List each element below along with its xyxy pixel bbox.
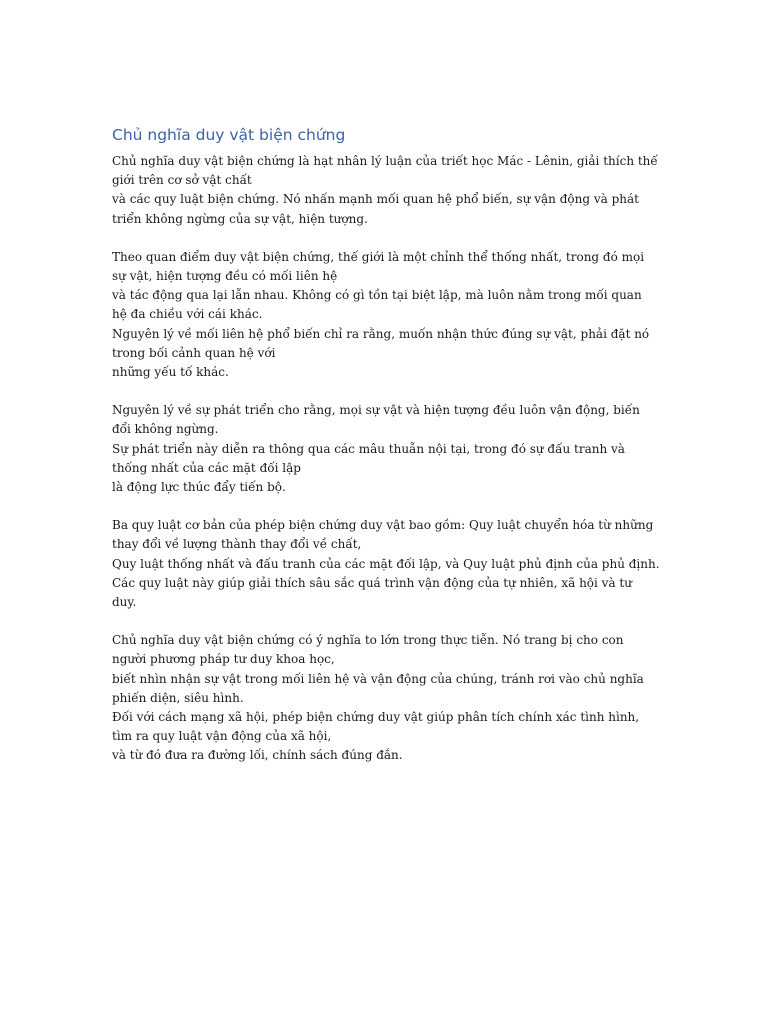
paragraph-line: Quy luật thống nhất và đấu tranh của các mặt đối lập, và Quy luật phủ định của phủ định.	[112, 556, 660, 571]
paragraph-line: là động lực thúc đẩy tiến bộ.	[112, 480, 286, 495]
paragraph-line: và các quy luật biện chứng. Nó nhấn mạnh mối quan hệ phổ biến, sự vận động và phát triển không ngừng của sự vật, hiện tượng.	[112, 192, 639, 226]
paragraph-line: những yếu tố khác.	[112, 365, 229, 380]
paragraph-line: Ba quy luật cơ bản của phép biện chứng duy vật bao gồm: Quy luật chuyển hóa từ những thay đổi về lượng thành thay đổi về chất,	[112, 518, 654, 552]
paragraph	[112, 516, 660, 612]
paragraph	[112, 401, 660, 497]
paragraph-line: Đối với cách mạng xã hội, phép biện chứng duy vật giúp phân tích chính xác tình hình, tìm ra quy luật vận động của xã hội,	[112, 710, 640, 744]
paragraph	[112, 152, 660, 229]
paragraph-line: Nguyên lý về mối liên hệ phổ biến chỉ ra rằng, muốn nhận thức đúng sự vật, phải đặt nó trong bối cảnh quan hệ với	[112, 326, 650, 360]
paragraph	[112, 248, 660, 382]
paragraph-container	[112, 152, 660, 766]
paragraph-line: Nguyên lý về sự phát triển cho rằng, mọi sự vật và hiện tượng đều luôn vận động, biến đổi không ngừng.	[112, 403, 640, 437]
paragraph-line: Các quy luật này giúp giải thích sâu sắc quá trình vận động của tự nhiên, xã hội và tư duy.	[112, 575, 632, 610]
paragraph-line: biết nhìn nhận sự vật trong mối liên hệ và vận động của chúng, tránh rơi vào chủ nghĩa phiến diện, siêu hình.	[112, 671, 644, 705]
paragraph-line: Chủ nghĩa duy vật biện chứng là hạt nhân lý luận của triết học Mác - Lênin, giải thích thế giới trên cơ sở vật chất	[112, 154, 658, 188]
paragraph-line: và từ đó đưa ra đường lối, chính sách đúng đắn.	[112, 748, 403, 763]
paragraph	[112, 631, 660, 765]
paragraph-line: Sự phát triển này diễn ra thông qua các mâu thuẫn nội tại, trong đó sự đấu tranh và thống nhất của các mặt đối lập	[112, 441, 625, 475]
paragraph-line: và tác động qua lại lẫn nhau. Không có gì tồn tại biệt lập, mà luôn nằm trong mối quan hệ đa chiều với cái khác.	[112, 288, 642, 322]
document-title: Chủ nghĩa duy vật biện chứng	[112, 126, 346, 144]
document-body	[112, 124, 660, 785]
paragraph-line: Theo quan điểm duy vật biện chứng, thế giới là một chỉnh thể thống nhất, trong đó mọi sự vật, hiện tượng đều có mối liên hệ	[112, 249, 645, 284]
paragraph-line: Chủ nghĩa duy vật biện chứng có ý nghĩa to lớn trong thực tiễn. Nó trang bị cho con người phương pháp tư duy khoa học,	[112, 633, 624, 667]
